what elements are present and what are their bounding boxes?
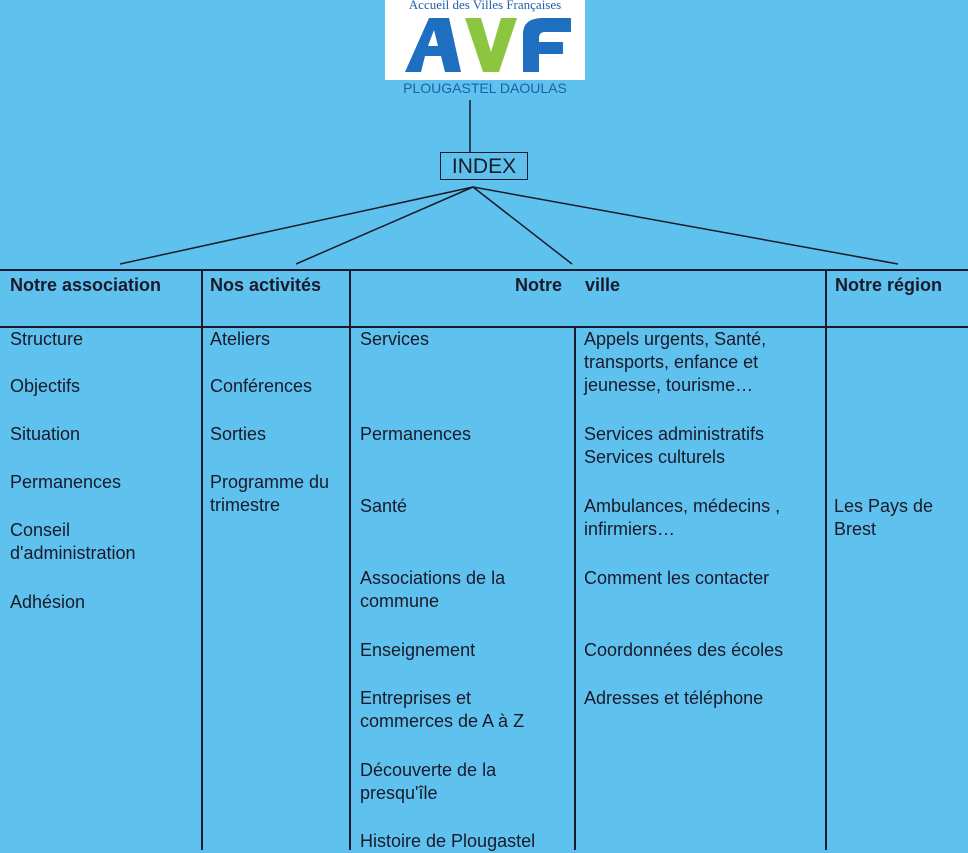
logo-tagline: Accueil des Villes Françaises: [408, 0, 562, 12]
association-item[interactable]: Permanences: [10, 472, 122, 492]
activite-item[interactable]: Conférences: [210, 376, 313, 396]
header-notre-association: Notre association: [10, 275, 162, 295]
ville-detail: Adresses et téléphone: [584, 688, 764, 708]
index-node: INDEX: [440, 152, 528, 180]
ville-topic[interactable]: Permanences: [360, 424, 472, 444]
ville-detail: Ambulances, médecins , infirmiers…: [584, 496, 781, 539]
region-item[interactable]: Les Pays de Brest: [834, 496, 934, 539]
header-notre-region: Notre région: [835, 275, 943, 295]
association-item[interactable]: Situation: [10, 424, 81, 444]
header-ville: ville: [585, 275, 621, 295]
logo-city-name: PLOUGASTEL DAOULAS: [403, 80, 567, 96]
branch-line-activites: [296, 187, 473, 264]
branch-line-region: [473, 187, 898, 264]
association-item[interactable]: Structure: [10, 329, 84, 349]
header-notre: Notre: [515, 275, 563, 295]
ville-topic[interactable]: Santé: [360, 496, 408, 516]
activite-item[interactable]: Sorties: [210, 424, 267, 444]
ville-topic[interactable]: Associations de la commune: [360, 568, 506, 611]
ville-detail: Comment les contacter: [584, 568, 770, 588]
association-item[interactable]: Adhésion: [10, 592, 86, 612]
ville-topic[interactable]: Enseignement: [360, 640, 476, 660]
ville-topic[interactable]: Histoire de Plougastel: [360, 831, 536, 851]
branch-line-ville: [473, 187, 572, 264]
ville-detail: Coordonnées des écoles: [584, 640, 784, 660]
association-item[interactable]: Conseil d'administration: [10, 520, 136, 563]
ville-topic[interactable]: Services: [360, 329, 430, 349]
ville-topic[interactable]: Découverte de la presqu'île: [360, 760, 497, 803]
association-item[interactable]: Objectifs: [10, 376, 81, 396]
activite-item[interactable]: Ateliers: [210, 329, 271, 349]
avf-logo: [385, 0, 585, 80]
activite-item[interactable]: Programme du trimestre: [210, 472, 330, 515]
ville-detail: Services administratifs Services culturels: [584, 424, 765, 467]
branch-line-association: [120, 187, 473, 264]
avf-logo-mark: [403, 12, 573, 76]
header-nos-activites: Nos activités: [210, 275, 322, 295]
ville-topic[interactable]: Entreprises et commerces de A à Z: [360, 688, 525, 731]
ville-detail: Appels urgents, Santé, transports, enfance et jeunesse, tourisme…: [584, 329, 767, 395]
